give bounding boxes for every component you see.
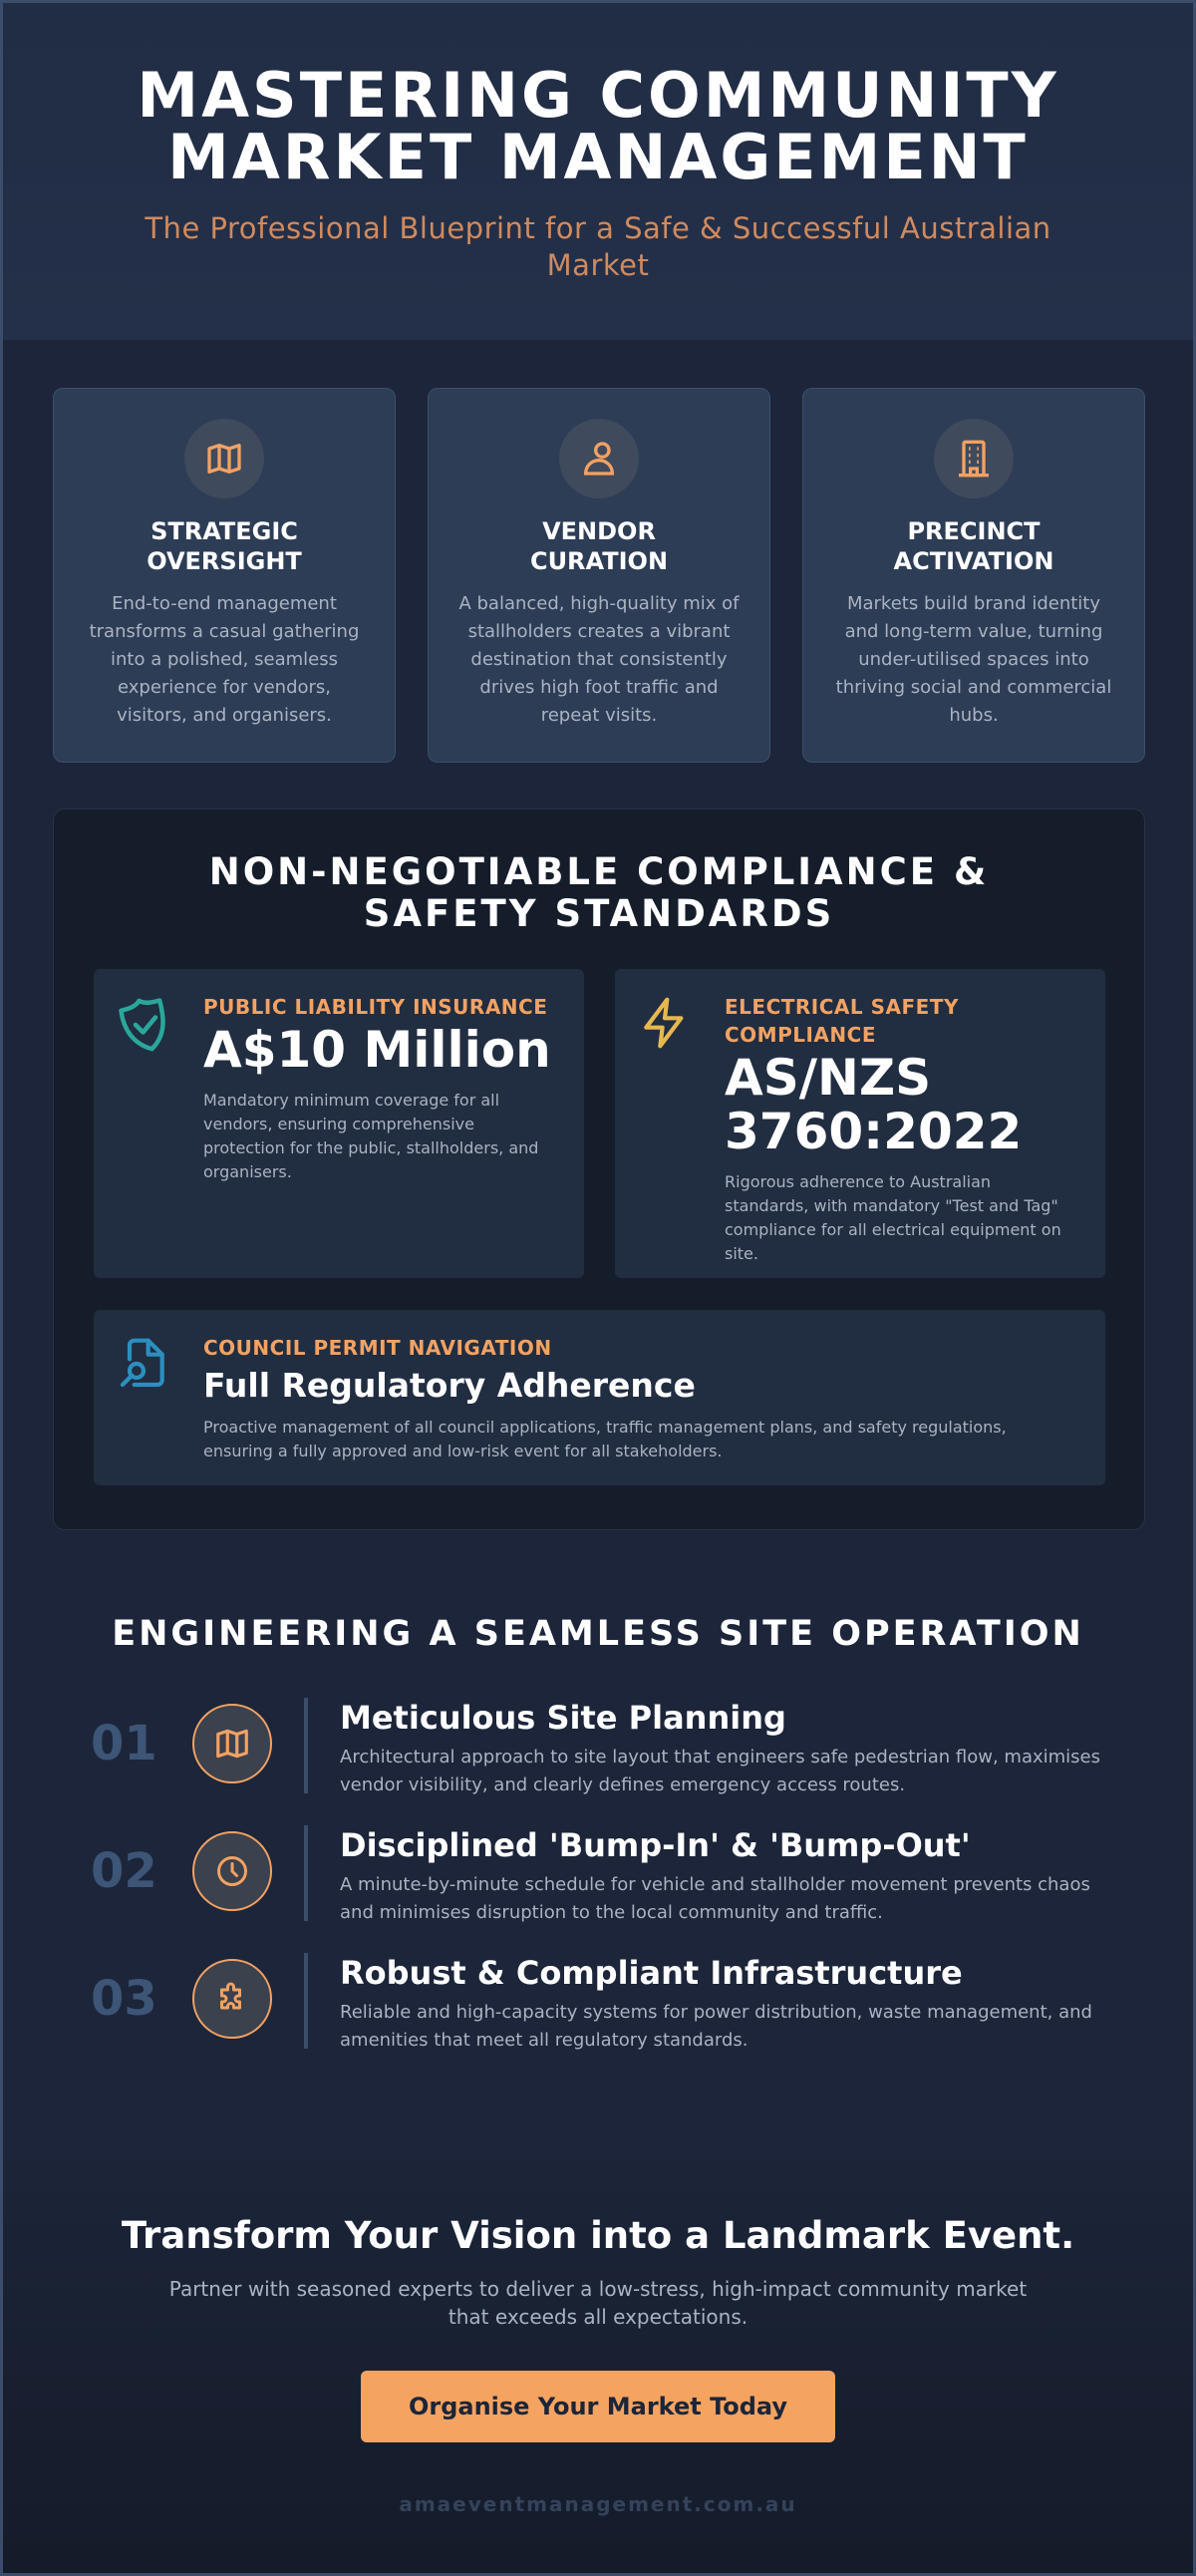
step-number: 02	[91, 1843, 157, 1899]
operations-title: ENGINEERING A SEAMLESS SITE OPERATION	[112, 1614, 1084, 1654]
compliance-value: A$10 Million	[203, 1021, 551, 1079]
step-title: Meticulous Site Planning	[340, 1699, 786, 1737]
card-title: STRATEGIC OVERSIGHT	[147, 517, 302, 575]
file-search-icon	[116, 1336, 171, 1396]
compliance-item-electrical	[615, 969, 1105, 1278]
website-link[interactable]: amaeventmanagement.com.au	[399, 2492, 797, 2516]
compliance-label: ELECTRICAL SAFETY COMPLIANCE	[725, 995, 959, 1047]
card-vendor-curation	[428, 388, 770, 763]
compliance-item-permit	[94, 1310, 1105, 1485]
puzzle-icon	[192, 1959, 272, 2039]
card-text: A balanced, high-quality mix of stallholders creates a vibrant destination that consistently drives high foot traffic and repeat visits.	[458, 593, 740, 726]
card-precinct-activation	[802, 388, 1145, 763]
card-title: VENDOR CURATION	[529, 517, 669, 575]
step-divider	[304, 1825, 308, 1921]
step-text: Reliable and high-capacity systems for power distribution, waste management, and amenities that meet all regulatory standards.	[340, 2002, 1092, 2051]
compliance-label: PUBLIC LIABILITY INSURANCE	[203, 995, 548, 1019]
shield-check-icon	[116, 995, 175, 1059]
compliance-desc: Rigorous adherence to Australian standards, with mandatory "Test and Tag" compliance for all electrical equipment on site.	[725, 1172, 1061, 1263]
step-site-planning	[91, 1698, 1127, 1797]
step-number: 03	[91, 1971, 157, 2027]
user-icon	[559, 419, 639, 498]
cta-text: Partner with seasoned experts to deliver a low-stress, high-impact community market that exceeds all expectations.	[168, 2277, 1028, 2329]
step-divider	[304, 1698, 308, 1793]
compliance-title: NON-NEGOTIABLE COMPLIANCE & SAFETY STANDARDS	[208, 850, 990, 935]
compliance-item-insurance	[94, 969, 584, 1278]
compliance-label: COUNCIL PERMIT NAVIGATION	[203, 1336, 552, 1360]
building-icon	[934, 419, 1014, 498]
cta-title: Transform Your Vision into a Landmark Event.	[121, 2214, 1075, 2257]
step-bump-in-out	[91, 1825, 1127, 1925]
step-infrastructure	[91, 1953, 1127, 2053]
step-text: Architectural approach to site layout that engineers safe pedestrian flow, maximises vendor visibility, and clearly defines emergency access routes.	[340, 1747, 1101, 1795]
card-text: End-to-end management transforms a casual gathering into a polished, seamless experience for vendors, visitors, and organisers.	[89, 593, 360, 726]
compliance-value: AS/NZS 3760:2022	[725, 1049, 1023, 1160]
card-strategic-oversight	[53, 388, 396, 763]
compliance-desc: Proactive management of all council applications, traffic management plans, and safety regulations, ensuring a fully approved and low-risk event for all stakeholders.	[203, 1418, 1007, 1460]
cta-section	[3, 2152, 1193, 2576]
card-title: PRECINCT ACTIVATION	[893, 517, 1054, 575]
page-subtitle: The Professional Blueprint for a Safe & Successful Australian Market	[145, 211, 1051, 282]
card-text: Markets build brand identity and long-term value, turning under-utilised spaces into thriving social and commercial hubs.	[835, 593, 1112, 726]
step-title: Disciplined 'Bump-In' & 'Bump-Out'	[340, 1826, 971, 1864]
feature-cards	[53, 388, 1145, 763]
header	[3, 3, 1193, 340]
compliance-value: Full Regulatory Adherence	[203, 1366, 696, 1405]
step-title: Robust & Compliant Infrastructure	[340, 1954, 963, 1992]
compliance-section	[53, 808, 1145, 1530]
map-icon	[184, 419, 264, 498]
step-text: A minute-by-minute schedule for vehicle and stallholder movement prevents chaos and minimises disruption to the local community and traffic.	[340, 1874, 1090, 1923]
map-icon	[192, 1704, 272, 1783]
step-divider	[304, 1953, 308, 2049]
page-title: MASTERING COMMUNITY MARKET MANAGEMENT	[137, 59, 1059, 193]
step-number: 01	[91, 1716, 157, 1771]
organise-market-button[interactable]: Organise Your Market Today	[361, 2371, 835, 2442]
lightning-icon	[637, 995, 693, 1055]
clock-icon	[192, 1831, 272, 1911]
compliance-desc: Mandatory minimum coverage for all vendors, ensuring comprehensive protection for the public, stallholders, and organisers.	[203, 1091, 539, 1181]
